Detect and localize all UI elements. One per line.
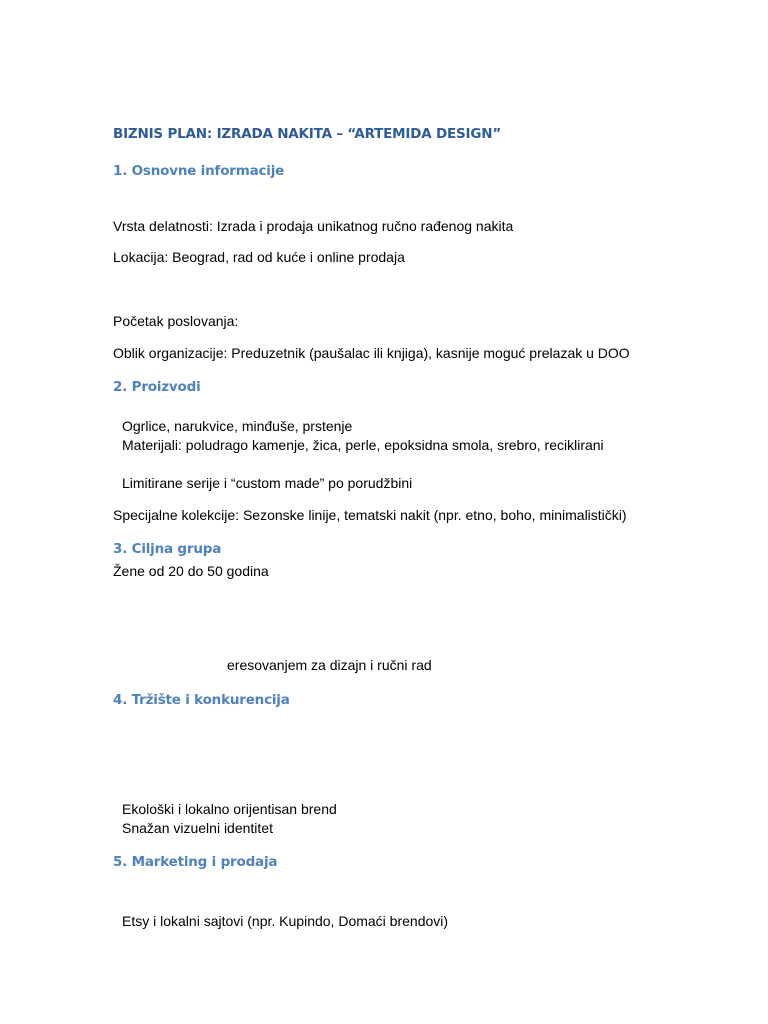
section-heading-trziste-konkurencija: 4. Tržište i konkurencija [113,692,290,708]
text-vrsta-delatnosti: Vrsta delatnosti: Izrada i prodaja unikatnog ručno rađenog nakita [113,218,514,234]
text-oblik-organizacije: Oblik organizacije: Preduzetnik (paušalac ili knjiga), kasnije moguć prelazak u DOO [113,345,630,361]
text-zene-20-50: Žene od 20 do 50 godina [113,563,269,579]
text-limitirane-serije: Limitirane serije i “custom made” po porudžbini [122,475,413,491]
text-specijalne-kolekcije: Specijalne kolekcije: Sezonske linije, tematski nakit (npr. etno, boho, minimalistički) [113,507,627,523]
document-title: BIZNIS PLAN: IZRADA NAKITA – “ARTEMIDA DESIGN” [113,126,502,142]
text-vrste-nakita: Ogrlice, narukvice, minđuše, prstenje [122,418,353,434]
text-vizuelni-identitet: Snažan vizuelni identitet [122,820,273,836]
text-materijali: Materijali: poludrago kamenje, žica, perle, epoksidna smola, srebro, reciklirani [122,437,604,453]
text-pocetak-poslovanja: Početak poslovanja: [113,313,239,329]
section-heading-osnovne-informacije: 1. Osnovne informacije [113,163,285,179]
section-heading-proizvodi: 2. Proizvodi [113,379,201,395]
section-heading-ciljna-grupa: 3. Ciljna grupa [113,541,222,557]
text-ekoloski-brend: Ekološki i lokalno orijentisan brend [122,801,337,817]
text-interesovanje-dizajn: eresovanjem za dizajn i ručni rad [227,657,432,673]
section-heading-marketing-prodaja: 5. Marketing i prodaja [113,854,278,870]
text-etsy-lokalni-sajtovi: Etsy i lokalni sajtovi (npr. Kupindo, Domaći brendovi) [122,913,449,929]
text-lokacija: Lokacija: Beograd, rad od kuće i online prodaja [113,249,405,265]
